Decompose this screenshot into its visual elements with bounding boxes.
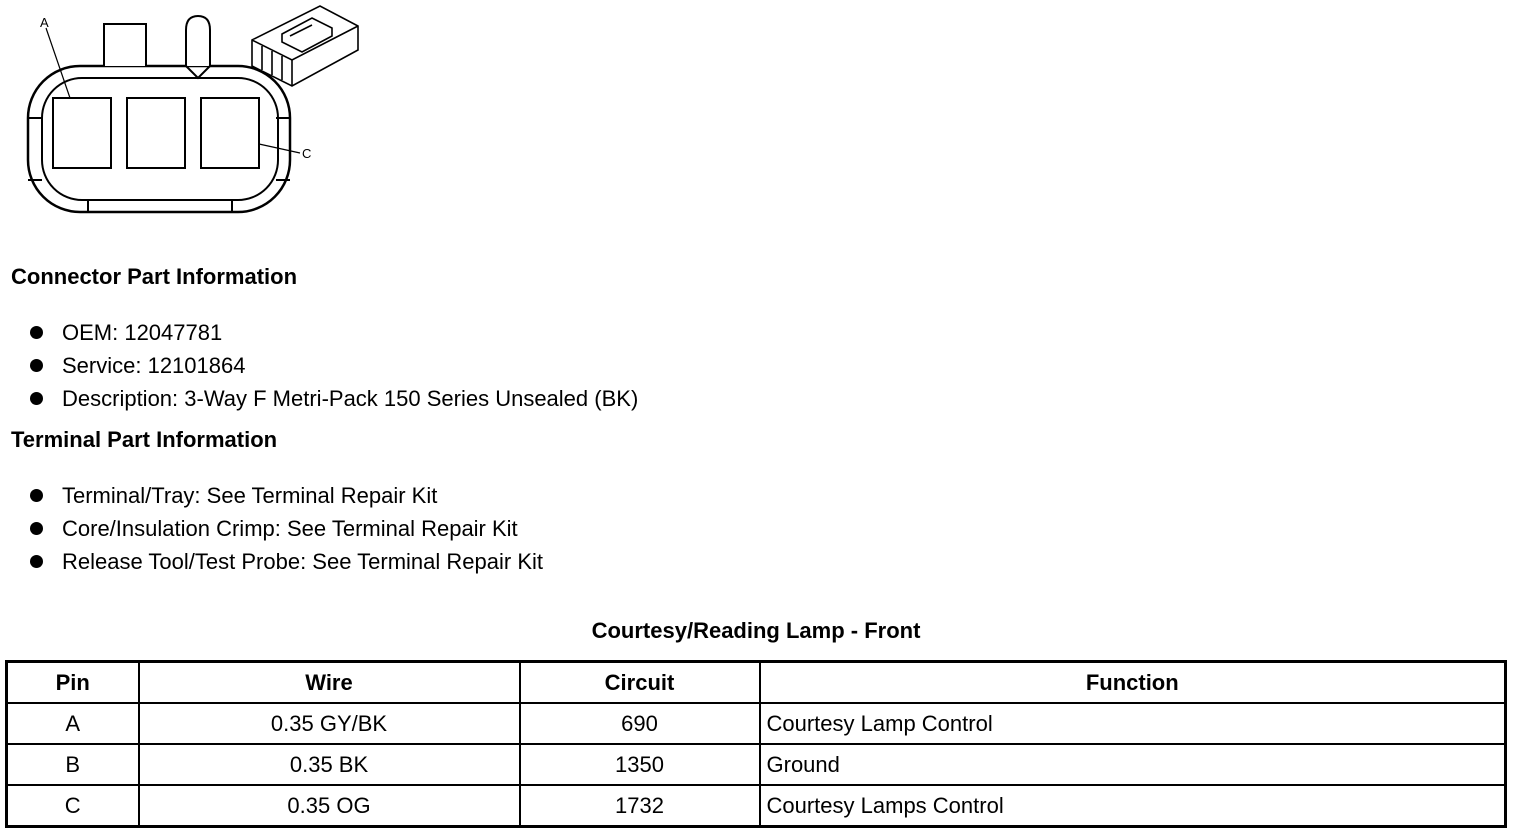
locking-tab	[104, 24, 146, 66]
cell-wire: 0.35 BK	[139, 744, 520, 785]
cavity-c	[201, 98, 259, 168]
header-function: Function	[760, 662, 1506, 704]
cavity-b	[127, 98, 185, 168]
cell-function: Courtesy Lamps Control	[760, 785, 1506, 827]
cell-pin: A	[7, 703, 139, 744]
list-item-text: Terminal/Tray: See Terminal Repair Kit	[62, 483, 438, 508]
header-pin: Pin	[7, 662, 139, 704]
cell-wire: 0.35 GY/BK	[139, 703, 520, 744]
connector-part-info-list	[0, 316, 638, 415]
list-item-text: Service: 12101864	[62, 353, 246, 378]
terminal-part-info-heading: Terminal Part Information	[11, 427, 278, 452]
bullet-icon	[30, 489, 43, 502]
list-item	[0, 512, 543, 545]
connector-isometric-icon	[252, 6, 358, 86]
cell-pin: B	[7, 744, 139, 785]
cell-circuit: 1350	[520, 744, 760, 785]
table-header-row	[7, 662, 1506, 704]
list-item	[0, 382, 638, 415]
header-circuit: Circuit	[520, 662, 760, 704]
list-item-text: Core/Insulation Crimp: See Terminal Repair Kit	[62, 516, 518, 541]
pin-label-c: C	[302, 146, 312, 161]
polarizing-tab	[186, 16, 210, 66]
cell-function: Ground	[760, 744, 1506, 785]
list-item	[0, 545, 543, 578]
table-row	[7, 744, 1506, 785]
connector-part-info-heading: Connector Part Information	[11, 264, 298, 289]
pinout-table	[5, 660, 1507, 828]
bullet-icon	[30, 555, 43, 568]
cavity-a	[53, 98, 111, 168]
table-title: Courtesy/Reading Lamp - Front	[591, 618, 921, 643]
cell-pin: C	[7, 785, 139, 827]
bullet-icon	[30, 359, 43, 372]
cell-circuit: 1732	[520, 785, 760, 827]
list-item-text: Release Tool/Test Probe: See Terminal Repair Kit	[62, 549, 543, 574]
list-item-text: Description: 3-Way F Metri-Pack 150 Series Unsealed (BK)	[62, 386, 639, 411]
list-item	[0, 349, 638, 382]
list-item-text: OEM: 12047781	[62, 320, 223, 345]
bullet-icon	[30, 326, 43, 339]
list-item	[0, 316, 638, 349]
cell-function: Courtesy Lamp Control	[760, 703, 1506, 744]
pin-label-a: A	[40, 15, 49, 30]
table-row	[7, 703, 1506, 744]
list-item	[0, 479, 543, 512]
bullet-icon	[30, 522, 43, 535]
table-row	[7, 785, 1506, 827]
cell-circuit: 690	[520, 703, 760, 744]
header-wire: Wire	[139, 662, 520, 704]
bullet-icon	[30, 392, 43, 405]
cell-wire: 0.35 OG	[139, 785, 520, 827]
terminal-part-info-list	[0, 479, 543, 578]
connector-face-diagram	[0, 0, 380, 225]
